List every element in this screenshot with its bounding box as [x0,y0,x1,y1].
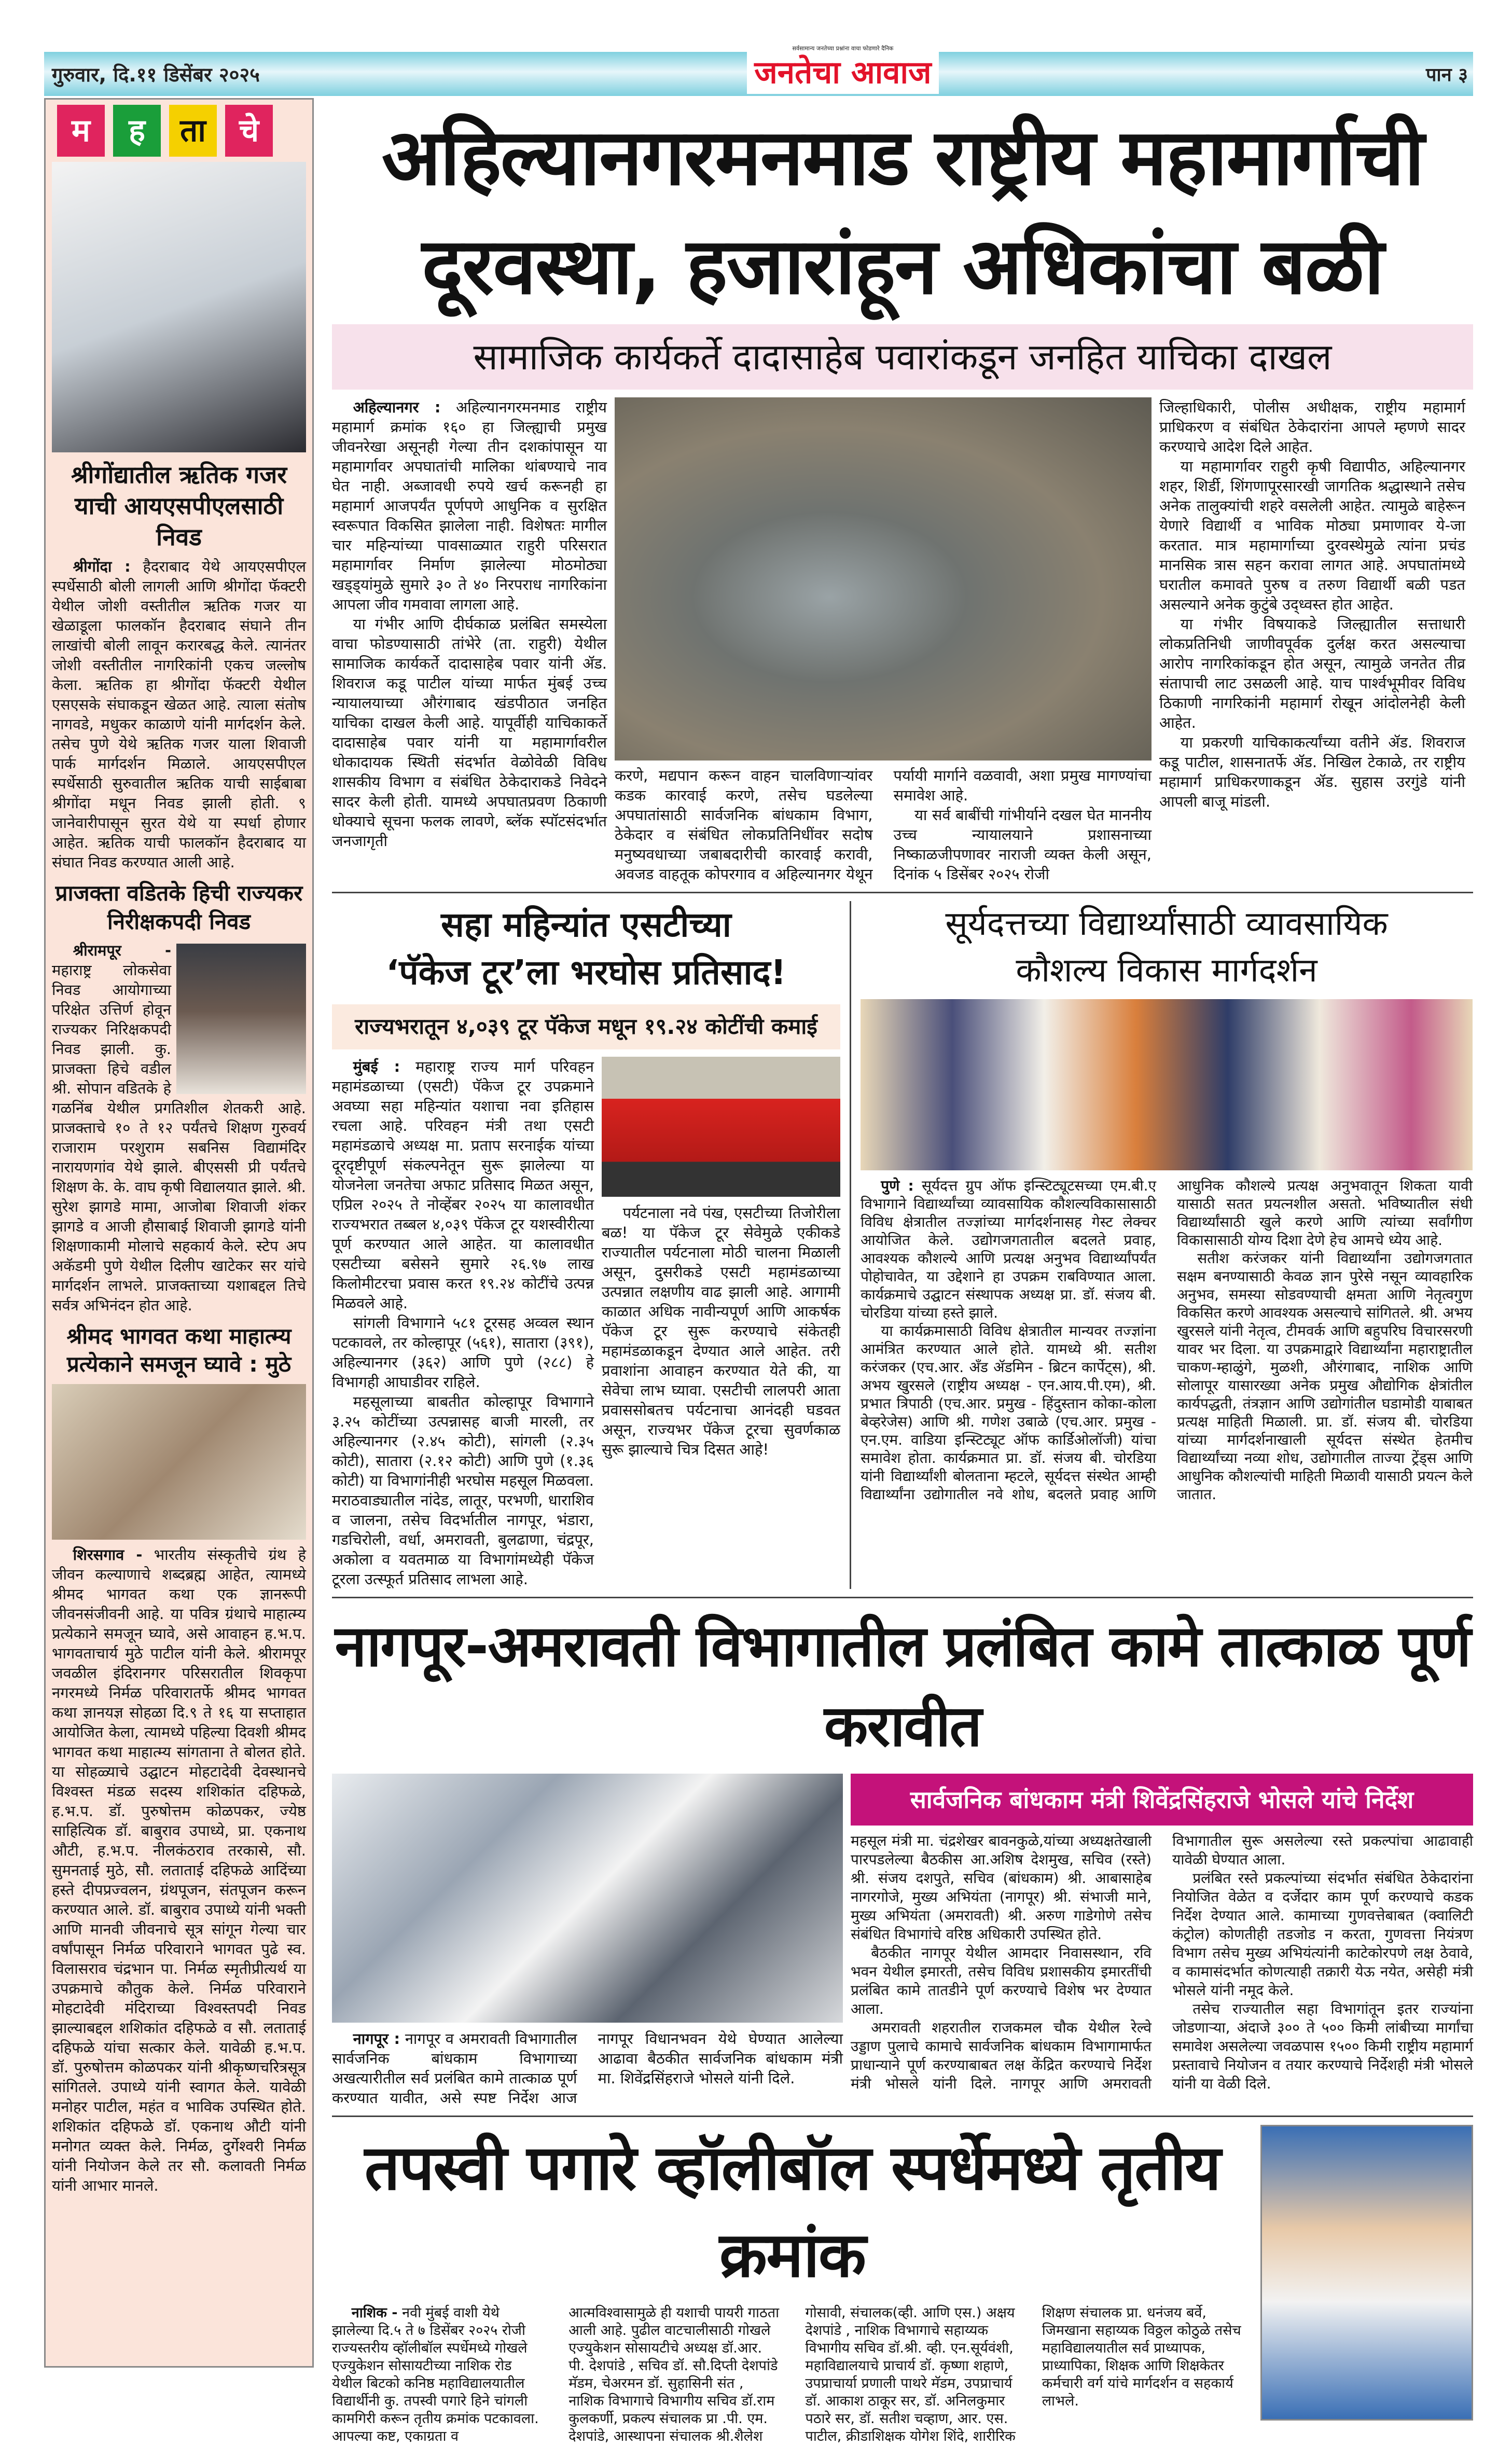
article-headline: श्रीगोंद्यातील ऋतिक गजर याची आयएसपीएलसाठी निवड [71,461,287,551]
nagpur-story [332,1774,1473,2108]
volleyball-body [332,2304,1253,2445]
st-subheadline: राज्यभरातून ४,०३९ टूर पॅकेज मधून १९.२४ कोटींची कमाई [332,1004,840,1049]
headline-line: कौशल्य विकास मार्गदर्शन [1016,951,1317,990]
paragraph: या सर्व बाबींची गांभीर्याने दखल घेत माननीय उच्च न्यायालयाने प्रशासनाच्या निष्काळजीपणावर नाराजी व्यक्त केली असून, दिनांक ५ डिसेंबर २०२५ रोजी [893,806,1152,883]
suryadatta-group-photo [861,999,1473,1170]
page-number: पान ३ [1425,64,1468,86]
paragraph: अमरावती शहरातील राजकमल चौक येथील रेल्वे उड्डाण पुलाचे कामाचे सार्वजनिक बांधकाम विभागामार्फत प्राधान्याने पूर्ण करण्याबाबत लक्ष केंद्रित करण्याचे निर्देश मंत्री भोसले यांनी दिले. नागपूर आणि अमरावती विभागातील सुरू असलेल्या रस्ते प्रकल्पांचा आढावाही यावेळी घेण्यात आला. [851,1832,1473,2092]
event-photo [52,1384,306,1540]
badge-letter: म [57,105,105,157]
masthead-bar [44,45,1473,96]
newspaper-logo[interactable] [747,44,938,94]
main-headline: अहिल्यानगरमनमाड राष्ट्रीय महामार्गाची दूरवस्था, हजारांहून अधिकांचा बळी [381,113,1424,312]
paragraph: जिल्हाधिकारी, पोलीस अधीक्षक, राष्ट्रीय महामार्ग प्राधिकरण व संबंधित ठेकेदारांना आपले म्हणणे सादर करण्याचे आदेश दिले आहेत. [1159,398,1465,455]
main-subheadline: सामाजिक कार्यकर्ते दादासाहेब पवारांकडून जनहित याचिका दाखल [332,324,1473,390]
suryadatta-story [851,901,1473,1503]
divider [332,892,1473,893]
suryadatta-headline [861,901,1473,994]
paragraph: पर्यटनाला नवे पंख, एसटीच्या तिजोरीला बळ! या पॅकेज टूर सेवेमुळे एकीकडे राज्यातील पर्यटनाला मोठी चालना मिळाली असून, दुसरीकडे एसटी महामंडळाच्या उत्पन्नात लक्षणीय वाढ झाली आहे. आगामी काळात अधिक नावीन्यपूर्ण आणि आकर्षक पॅकेज टूर सुरू करण्याचे संकेतही महामंडळाकडून देण्यात आले आहेत. तरी प्रवाशांना आवाहन करण्यात येते की, या सेवेचा लाभ घ्यावा. एसटीची लालपरी आता प्रवाससोबतच पर्यटनाचा आनंदही घडवत असून, राज्यभर पॅकेज टूरचा सुवर्णकाळ सुरू झाल्याचे चित्र दिसत आहे! [602,1204,840,1458]
dateline: नाशिक - [351,2304,398,2321]
paragraph: बैठकीत नागपूर येथील आमदार निवासस्थान, रवि भवन येथील इमारती, तसेच विविध प्रशासकीय इमारतींची प्रलंबित कामे तातडीने पूर्ण करण्याचे विशेष भर देण्यात आला. [851,1944,1152,2017]
st-story [332,901,851,1589]
volleyball-player-photo [1260,2125,1473,2421]
badge-row [57,105,306,157]
st-story-col1 [332,1057,594,1589]
paragraph: करणे, मद्यपान करून वाहन चालविणाऱ्यांवर कडक कारवाई करणे, तसेच घडलेल्या अपघातांसाठी सार्वजनिक बांधकाम विभाग, ठेकेदार व संबंधित लोकप्रतिनिधींवर सदोष मनुष्यवधाच्या जबाबदारीची कारवाई करावी, अवजड वाहतूक कोपरगाव व अहिल्यानगर येथून पर्यायी मार्गाने वळवावी, अशा प्रमुख मागण्यांचा समावेश आहे. [615,767,1152,883]
main-story-col3 [1159,397,1465,811]
main-story-col1 [332,397,607,851]
cricket-article [52,460,306,872]
st-bus-photo [602,1057,840,1197]
dateline: अहिल्यानगर : [353,398,441,416]
st-story-col2 [602,1203,840,1459]
second-section [332,901,1473,1589]
paragraph: सांगली विभागाने ५८१ टूरसह अव्वल स्थान पटकावले, तर कोल्हापूर (५६१), सातारा (३९१), अहिल्यानगर (३६२) आणि पुणे (२८८) हे विभागही आघाडीवर राहिले. [332,1314,594,1391]
prajakta-article [52,879,306,1315]
logo-tagline: सर्वसामान्य जनतेच्या प्रश्नांना वाचा फोडणारे दैनिक [792,45,894,52]
headline-line: सहा महिन्यांत एसटीच्या [441,905,731,945]
paragraph: प्रलंबित रस्ते प्रकल्पांच्या संदर्भात संबंधित ठेकेदारांना नियोजित वेळेत व दर्जेदार काम पूर्ण करण्याचे कडक निर्देश देण्यात आले. कामाच्या गुणवत्तेबाबत (क्वालिटी कंट्रोल) कोणतीही तडजोड न करता, गुणवत्ता नियंत्रण विभाग तसेच मुख्य अभियंत्यांनी काटेकोरपणे लक्ष ठेवावे, व कामासंदर्भात कोणत्याही तक्रारी येऊ नयेत, असेही मंत्री भोसले यांनी नमूद केले. [1172,1869,1473,1999]
paragraph: तसेच राज्यातील सहा विभागांतून इतर राज्यांना जोडणाऱ्या, अंदाजे ३०० ते ५०० किमी लांबीच्या मार्गांचा समावेश असलेल्या जवळपास १५०० किमी राष्ट्रीय महामार्ग प्रस्तावाचे नियोजन व तयार करण्याचे निर्देशही मंत्री भोसले यांनी या वेळी दिले. [1172,2000,1473,2092]
paragraph: महसूलाच्या बाबतीत कोल्हापूर विभागाने ३.२५ कोटींच्या उत्पन्नासह बाजी मारली, तर अहिल्यानगर (२.४५ कोटी), सांगली (२.३५ कोटी), सातारा (२.१२ कोटी) आणि पुणे (१.३६ कोटी) या विभागांनीही भरघोस महसूल मिळवला. मराठवाड्यातील नांदेड, लातूर, परभणी, धाराशिव व जालना, तसेच विदर्भातील नागपूर, भंडारा, गडचिरोली, वर्धा, अमरावती, बुलढाणा, चंद्रपूर, अकोला व यवतमाळ या विभागांमध्येही पॅकेज टूरला उत्स्फूर्त प्रतिसाद लाभला आहे. [332,1392,594,1588]
nagpur-headline: नागपूर-अमरावती विभागातील प्रलंबित कामे तात्काळ पूर्ण करावीत [335,1612,1471,1759]
headline-line: सूर्यदत्तच्या विद्यार्थ्यांसाठी व्यावसायिक [945,905,1388,943]
paragraph: महसूल मंत्री मा. चंद्रशेखर बावनकुळे,यांच्या अध्यक्षतेखाली पारपडलेल्या बैठकीस आ.अशिष देशमुख, सचिव (रस्ते) श्री. संजय दशपुते, सचिव (बांधकाम) श्री. आबासाहेब नागरगोजे, मुख्य अभियंता (नागपूर) श्री. संभाजी माने, मुख्य अभियंता (अमरावती) श्री. अरुण गाडेगोणे तसेच संबंधित विभागांचे वरिष्ठ अधिकारी उपस्थित होते. [851,1832,1152,1943]
dateline: शिरसगाव - [73,1545,143,1564]
issue-date: गुरुवार, दि.११ डिसेंबर २०२५ [52,63,260,86]
damaged-highway-photo [615,397,1152,761]
article-body: भारतीय संस्कृतीचे ग्रंथ हे जीवन कल्याणाचे शब्दब्रह्म आहेत, त्यामध्ये श्रीमद भागवत कथा एक ज्ञानरूपी जीवनसंजीवनी आहे. या पवित्र ग्रंथाचे माहात्म्य प्रत्येकाने समजून घ्यावे, असे आवाहन ह.भ.प. भागवताचार्य मुठे पाटील यांनी केले. श्रीरामपूर जवळील इंदिरानगर परिसरातील शिवकृपा नगरमध्ये निर्मळ परिवारातर्फे श्रीमद भागवत कथा ज्ञानयज्ञ सोहळा दि.९ ते १६ या सप्ताहात आयोजित केला, त्यामध्ये पहिल्या दिवशी श्रीमद भागवत कथा माहात्म्य सांगताना ते बोलत होते. या सोहळ्याचे उद्घाटन मोहटादेवी देवस्थानचे विश्वस्त मंडळ सदस्य शशिकांत दहिफळे, ह.भ.प. डॉ. पुरुषोत्तम कोळपकर, ज्येष्ठ साहित्यिक डॉ. बाबुराव उपाध्ये, प्रा. एकनाथ औटी, ह.भ.प. नीलकंठराव तरकासे, सौ. सुमनताई मुठे, सौ. लताताई दहिफळे आदिंच्या हस्ते दीपप्रज्वलन, ग्रंथपूजन, संतपूजन करून करण्यात आले. डॉ. बाबुराव उपाध्ये यांनी भक्ती आणि मानवी जीवनाचे सूत्र सांगून गेल्या चार वर्षांपासून निर्मळ परिवाराने भागवत पुढे स्व. विलासराव चंद्रभान पा. निर्मळ स्मृतीप्रीत्यर्थ या उपक्रमाचे कौतुक केले. निर्मळ परिवाराने मोहटादेवी मंदिराच्या विश्वस्तपदी निवड झाल्याबद्दल शशिकांत दहिफळे व सौ. लताताई दहिफळे यांचा सत्कार केले. यावेळी ह.भ.प. डॉ. पुरुषोत्तम कोळपकर यांनी श्रीकृष्णचरित्रसूत्र सांगितले. उपाध्ये यांनी स्वागत केले. यावेळी मनोहर पाटील, महंत व भाविक उपस्थित होते. शशिकांत दहिफळे डॉ. एकनाथ औटी यांनी मनोगत व्यक्त केले. निर्मळ, दुर्गेश्वरी निर्मळ यांनी नियोजन केले तर सौ. कलावती निर्मळ यांनी आभार मानले. [52,1545,306,2194]
paragraph: या गंभीर विषयाकडे जिल्ह्यातील सत्ताधारी लोकप्रतिनिधी जाणीवपूर्वक दुर्लक्ष करत असल्याचा आरोप नागरिकांकडून होत असून, त्यामुळे जनतेत तीव्र संतापाची लाट उसळली आहे. याच पार्श्वभूमीवर विविध ठिकाणी नागरिकांनी महामार्ग रोखून आंदोलनेही केली आहेत. [1159,615,1465,731]
st-headline [332,901,840,997]
paragraph: सतीश करंजकर यांनी विद्यार्थ्यांना उद्योगजगतात सक्षम बनण्यासाठी केवळ ज्ञान पुरेसे नसून व्यावहारिक अनुभव, समस्या सोडवण्याची क्षमता आणि नेतृत्वगुण विकसित करणे आवश्यक असल्याचे सांगितले. श्री. अभय खुरसले यांनी नेतृत्व, टीमवर्क आणि बहुपरिघ विचारसरणी यावर भर दिला. या उपक्रमाद्वारे विद्यार्थ्यांना महाराष्ट्रातील चाकण-म्हाळुंगे, मुळशी, औरंगाबाद, नाशिक आणि सोलापूर यासारख्या अनेक प्रमुख औद्योगिक क्षेत्रांतील कार्यपद्धती, तंत्रज्ञान आणि उद्योगांतील घडामोडी याबाबत प्रत्यक्ष माहिती मिळाली. प्रा. डॉ. संजय बी. चोरडिया यांच्या मार्गदर्शनाखाली सूर्यदत्त संस्थेत हेतमीच विद्यार्थ्यांच्या नव्या शोध, उद्योगातील ताज्या ट्रेंड्स आणि आधुनिक कौशल्यांची माहिती मिळावी यासाठी प्रयत्न केले जातात. [1177,1250,1473,1503]
paragraph: या गंभीर आणि दीर्घकाळ प्रलंबित समस्येला वाचा फोडण्यासाठी तांभेरे (ता. राहुरी) येथील सामाजिक कार्यकर्ते दादासाहेब पवार यांनी ॲड. शिवराज कडू पाटील यांच्या मार्फत मुंबई उच्च न्यायालयाच्या औरंगाबाद खंडपीठात जनहित याचिका दाखल केली आहे. यापूर्वीही याचिकाकर्ते दादासाहेब पवार यांनी या महामार्गावरील धोकादायक स्थिती संदर्भात वेळोवेळी विविध शासकीय विभाग व संबंधित ठेकेदाराकडे निवेदने सादर केली होती. यामध्ये अपघातप्रवण ठिकाणी धोक्याचे सूचना फलक लावणे, ब्लॅक स्पॉटसंदर्भात जनजागृती [332,615,607,850]
meeting-photo [332,1774,843,2023]
volleyball-headline: तपस्वी पगारे व्हॉलीबॉल स्पर्धेमध्ये तृतीय क्रमांक [364,2132,1220,2291]
article-body: महाराष्ट्र लोकसेवा निवड आयोगाच्या परिक्षेत उत्तिर्ण होवून राज्यकर निरिक्षकपदी निवड झाली. कु. प्राजक्ता हिचे वडील श्री. सोपान वडितके हे गळनिंब येथील प्रगतिशील शेतकरी आहे. प्राजक्ताचे १० ते १२ पर्यंतचे शिक्षण गुरुवर्य राजाराम परशुराम सबनिस विद्यामंदिर नारायणगांव येथे झाले. बीएससी प्री पर्यंतचे शिक्षण के. के. वाघ कृषी विद्यालयात झाले. श्री. सुरेश झागडे मामा, आजोबा शिवाजी शंकर झागडे व आजी हौसाबाई शिवाजी झागडे यांनी शिक्षणाकामी मोलाचे सहकार्य केले. स्टेप अप अकॅडमी पुणे येथील दिलीप खाटेकर सर यांचे मार्गदर्शन लाभले. प्राजक्ताच्या यशाबद्दल तिचे सर्वत्र अभिनंदन होत आहे. [52,961,306,1314]
paragraph: या महामार्गावर राहुरी कृषी विद्यापीठ, अहिल्यानगर शहर, शिर्डी, शिंगणापूरसारखी जागतिक श्रद्धास्थाने तसेच अनेक तालुक्यांची शहरे वसलेली आहेत. त्यामुळे बाहेरून येणारे विद्यार्थी व भाविक मोठ्या प्रमाणावर ये-जा करतात. मात्र महामार्गाच्या दुरवस्थेमुळे त्यांना प्रचंड मानसिक त्रास सहन करावा लागत आहे. अपघातांमध्ये घरातील कमावते पुरुष व तरुण विद्यार्थी बळी पडत असल्याने अनेक कुटुंबे उद्ध्वस्त होत आहेत. [1159,458,1465,613]
badge-letter: ह [113,105,161,157]
volleyball-story [332,2125,1473,2445]
cricketer-photo [52,162,306,452]
nagpur-story-body [851,1832,1473,2093]
paragraph: सूर्यदत्त ग्रुप ऑफ इन्स्टिट्यूटसच्या एम.बी.ए विभागाने विद्यार्थ्यांच्या व्यावसायिक कौशल्यविकासासाठी विविध क्षेत्रातील तज्ज्ञांच्या मार्गदर्शनासह गेस्ट लेक्चर आयोजित केले. उद्योगजगतातील बदलते प्रवाह, आवश्यक कौशल्ये आणि प्रत्यक्ष अनुभव विद्यार्थ्यांपर्यंत पोहोचावेत, या उद्देशाने हा उपक्रम राबविण्यात आला. कार्यक्रमाचे उद्घाटन संस्थापक अध्यक्ष प्रा. डॉ. संजय बी. चोरडिया यांच्या हस्ते झाले. [861,1177,1157,1322]
dateline: श्रीगोंदा : [73,558,131,576]
paragraph: या प्रकरणी याचिकाकर्त्यांच्या वतीने ॲड. शिवराज कडू पाटील, शासनातर्फे ॲड. निखिल टेकाळे, तर राष्ट्रीय महामार्ग प्राधिकरणाकडून ॲड. सुहास उरगुंडे यांनी आपली बाजू मांडली. [1159,734,1465,810]
nagpur-subheadline: सार्वजनिक बांधकाम मंत्री शिवेंद्रसिंहराजे भोसले यांचे निर्देश [851,1774,1473,1826]
article-headline: प्राजक्ता वडितके हिची राज्यकर निरीक्षकपदी निवड [55,880,303,934]
badge-letter: ता [169,105,217,157]
main-story [332,397,1473,884]
dateline: मुंबई : [353,1057,400,1075]
main-area [332,98,1473,2445]
newspaper-page [44,0,1473,2461]
paragraph: महाराष्ट्र राज्य मार्ग परिवहन महामंडळाच्या (एसटी) पॅकेज टूर उपक्रमाने अवघ्या सहा महिन्यांत यशाचा नवा इतिहास रचला आहे. परिवहन मंत्री तथा एसटी महामंडळाचे अध्यक्ष मा. प्रताप सरनाईक यांच्या दूरदृष्टीपूर्ण संकल्पनेतून सुरू झालेल्या या योजनेला जनतेचा अफाट प्रतिसाद मिळत असून, एप्रिल २०२५ ते नोव्हेंबर २०२५ या कालावधीत राज्यभरात तब्बल ४,०३९ पॅकेज टूर यशस्वीरीत्या पूर्ण करण्यात आले आहेत. या कालावधीत एसटीच्या बसेसने सुमारे २६.९७ लाख किलोमीटरचा प्रवास करत १९.२४ कोटींचे उत्पन्न मिळवले आहे. [332,1057,594,1312]
dateline: नागपूर : [353,2029,400,2048]
nagpur-story-caption-cols [332,2029,843,2108]
paragraph: नवी मुंबई वाशी येथे झालेल्या दि.५ ते ७ डिसेंबर २०२५ रोजी राज्यस्तरीय व्हॉलीबॉल स्पर्धेमध्ये गोखले एज्युकेशन सोसायटीच्या नाशिक रोड येथील बिटको कनिष्ठ महाविद्यालयातील विद्यार्थीनी कु. तपस्वी पगारे हिने चांगली कामगिरी करून तृतीय क्रमांक पटकावला. आपल्या कष्ट, एकाग्रता व आत्मविश्वासामुळे ही यशाची पायरी गाठता आली आहे. पुढील वाटचालीसाठी गोखले एज्युकेशन सोसायटीचे अध्यक्ष डॉ.आर. पी. देशपांडे , सचिव डॉ. सौ.दिप्ती देशपांडे मॅडम, चेअरमन डॉ. सुहासिनी संत , नाशिक विभागाचे विभागीय सचिव डॉ.राम कुलकर्णी, प्रकल्प संचालक प्रा .पी. एम. देशपांडे, आस्थापना संचालक श्री.शैलेश गोसावी, संचालक(व्ही. आणि एस.) अक्षय देशपांडे , नाशिक विभागाचे सहाय्यक विभागीय सचिव डॉ.श्री. व्ही. एन.सूर्यवंशी, महाविद्यालयाचे प्राचार्य डॉ. कृष्णा शहाणे, उपप्राचार्या प्रणाली पाथरे मॅडम, उपप्राचार्य डॉ. आकाश ठाकूर सर, डॉ. अनिलकुमार पठारे सर, डॉ. सतीश चव्हाण, आर. एस. पाटील, क्रीडाशिक्षक योगेश शिंदे, शारीरिक शिक्षण संचालक प्रा. धनंजय बर्वे, जिमखाना सहाय्यक विठ्ठल कोठुळे तसेच महाविद्यालयातील सर्व प्राध्यापक, प्राध्यापिका, शिक्षक आणि शिक्षकेतर कर्मचारी वर्ग यांचे मार्गदर्शन व सहकार्य लाभले. [332,2304,1241,2444]
prajakta-photo [176,944,306,1094]
article-headline: श्रीमद भागवत कथा माहात्म्य प्रत्येकाने समजून घ्यावे : मुठे [66,1323,292,1377]
suryadatta-body [861,1177,1473,1503]
paragraph: या कार्यक्रमासाठी विविध क्षेत्रातील मान्यवर तज्ज्ञांना आमंत्रित करण्यात आले होते. यामध्ये श्री. सतीश करंजकर (एच.आर. अँड ॲडमिन - ब्रिटन कार्पेट्स), श्री. अभय खुरसले (राष्ट्रीय अध्यक्ष - एन.आय.पी.एम), श्री. प्रभात त्रिपाठी (एच.आर. प्रमुख - हिंदुस्तान कोका-कोला बेव्हरेजेस) आणि श्री. गणेश उबाळे (एच.आर. प्रमुख - एन.एम. वाडिया इन्स्टिट्यूट ऑफ कार्डिओलॉजी) यांचा समावेश होता. कार्यक्रमात प्रा. डॉ. संजय बी. चोरडिया यांनी विद्यार्थ्यांशी बोलताना म्हटले, सूर्यदत्त संस्थेत आम्ही विद्यार्थ्यांना उद्योगातील नवे शोध, बदलते प्रवाह आणि आधुनिक कौशल्ये प्रत्यक्ष अनुभवातून शिकता यावी यासाठी सतत प्रयत्नशील असतो. भविष्यातील संधी विद्यार्थ्यांसाठी खुले करणे आणि त्यांच्या सर्वांगीण विकासासाठी योग्य दिशा देणे हेच आमचे ध्येय आहे. [861,1177,1473,1503]
headline-line: ‘पॅकेज टूर’ला भरघोस प्रतिसाद! [386,952,786,993]
main-story-col2 [615,766,1152,884]
dateline: श्रीरामपूर - [73,941,171,959]
sidebar-column [44,98,314,2368]
paragraph: नागपूर व अमरावती विभागातील सार्वजनिक बांधकाम विभागाच्या अखत्यारीतील सर्व प्रलंबित कामे तात्काळ पूर्ण करण्यात यावीत, असे स्पष्ट निर्देश आज नागपूर विधानभवन येथे घेण्यात आलेल्या आढावा बैठकीत सार्वजनिक बांधकाम मंत्री मा. शिवेंद्रसिंहराजे भोसले यांनी दिले. [332,2029,843,2107]
bhagwat-article [52,1322,306,2195]
divider [332,2116,1473,2117]
article-body: हैदराबाद येथे आयएसपीएल स्पर्धेसाठी बोली लागली आणि श्रीगोंदा फॅक्टरी येथील जोशी वस्तीतील ऋतिक गजर या खेळाडूला फालकॉन हैदराबाद संघाने तीन लाखांची बोली लावून करारबद्ध केले. त्यानंतर जोशी वस्तीतील नागरिकांनी एकच जल्लोष केला. ऋतिक हा श्रीगोंदा फॅक्टरी येथील एसएसके संघाकडून खेळत आहे. त्याला संतोष नागवडे, मधुकर काळाणे यांनी मार्गदर्शन केले. तसेच पुणे येथे ऋतिक गजर याला शिवाजी पार्क मार्गदर्शन मिळाले. आयएसपीएल स्पर्धेसाठी सुरुवातील ऋतिक याची साईबाबा श्रीगोंदा मधून निवड झाली होती. ९ जानेवारीपासून सुरत येथे या स्पर्धा होणार आहेत. ऋतिक याची फालकॉन हैदराबाद या संघात निवड करण्यात आली आहे. [52,558,306,872]
badge-letter: चे [225,105,273,157]
paragraph: अहिल्यानगरमनमाड राष्ट्रीय महामार्ग क्रमांक १६० हा जिल्ह्याची प्रमुख जीवनरेखा असूनही गेल्या तीन दशकांपासून या महामार्गावर अपघातांची मालिका थांबण्याचे नाव घेत नाही. अब्जावधी रुपये खर्च करूनही हा महामार्ग आजपर्यंत पूर्णपणे आधुनिक व सुरक्षित स्वरूपात विकसित झालेला नाही. विशेषतः मागील चार महिन्यांच्या पावसाळ्यात राहुरी परिसरात महामार्गावर निर्माण झालेल्या मोठमोठ्या खड्ड्यांमुळे सुमारे ३० ते ४० निरपराध नागरिकांना आपला जीव गमवावा लागला आहे. [332,398,607,613]
logo-name: जनतेचा आवाज [754,54,932,91]
divider [332,1597,1473,1598]
dateline: पुणे : [881,1177,914,1195]
main-story-middle [615,397,1152,884]
